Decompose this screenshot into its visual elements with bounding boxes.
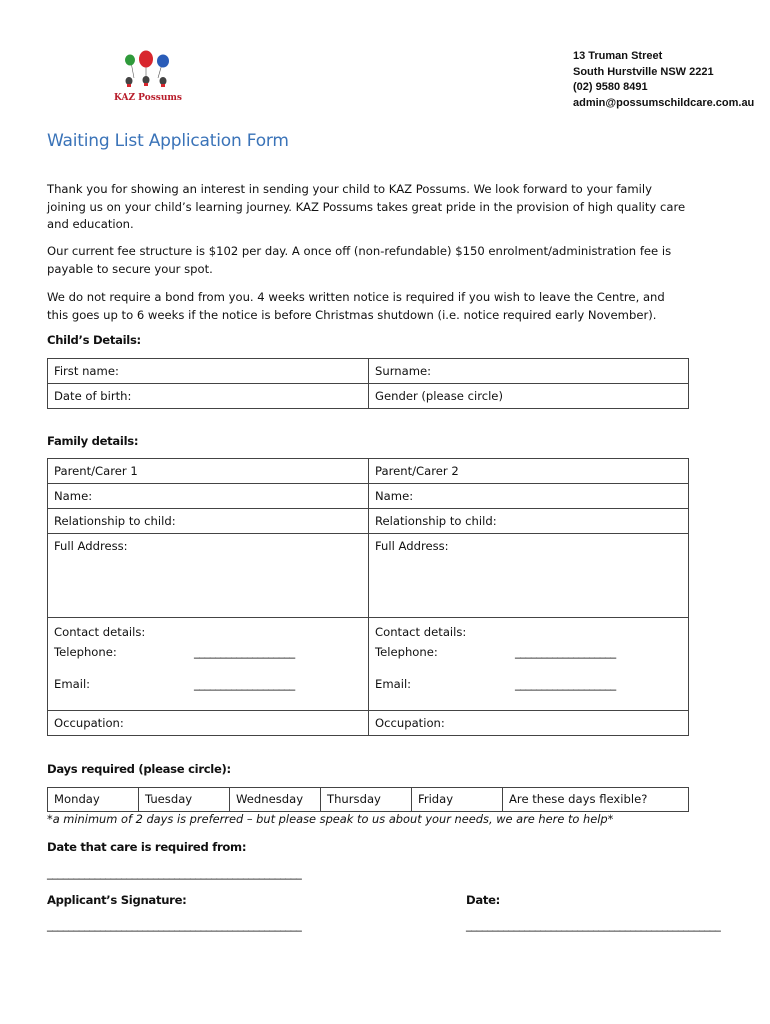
centre-address: [573, 49, 754, 111]
contact-label: Contact details:: [54, 625, 146, 639]
contact-label: Contact details:: [375, 625, 467, 639]
notice-paragraph: We do not require a bond from you. 4 weeks written notice is required if you wish to leave the Centre, and this goes up to 6 weeks if the notice is before Christmas shutdown (i.e. notice required early November).: [47, 290, 665, 322]
first-name-field[interactable]: First name:: [48, 359, 369, 384]
child-details-table: [47, 358, 689, 409]
day-friday[interactable]: Friday: [412, 788, 503, 812]
fee-paragraph: Our current fee structure is $102 per day. A once off (non-refundable) $150 enrolment/administration fee is payable to secure your spot.: [47, 244, 672, 276]
days-table: [47, 787, 689, 812]
child-details-heading: Child’s Details:: [47, 333, 141, 347]
family-details-heading: Family details:: [47, 434, 139, 448]
email-label: Email:: [375, 677, 412, 691]
day-tuesday[interactable]: Tuesday: [139, 788, 230, 812]
intro-paragraph: Thank you for showing an interest in sending your child to KAZ Possums. We look forward to your family joining us on your child’s learning journey. KAZ Possums takes great pride in the provision of high quality care and education.: [47, 182, 686, 231]
form-title: Waiting List Application Form: [47, 131, 289, 151]
address-suburb: South Hurstville NSW 2221: [573, 65, 714, 78]
carer2-address-field[interactable]: Full Address:: [369, 534, 689, 618]
kaz-possums-logo: [114, 50, 182, 106]
days-note: *a minimum of 2 days is preferred – but please speak to us about your needs, we are here to help*: [47, 812, 614, 826]
carer1-telephone-field[interactable]: ___________________: [194, 645, 295, 659]
carer1-relationship-field[interactable]: Relationship to child:: [48, 509, 369, 534]
family-details-table: [47, 458, 689, 736]
carer1-email-field[interactable]: ___________________: [194, 677, 295, 691]
carer1-contact-cell: [48, 618, 369, 711]
day-wednesday[interactable]: Wednesday: [230, 788, 321, 812]
carer2-relationship-field[interactable]: Relationship to child:: [369, 509, 689, 534]
date-label: Date:: [466, 893, 500, 907]
surname-field[interactable]: Surname:: [369, 359, 689, 384]
carer2-name-field[interactable]: Name:: [369, 484, 689, 509]
carer1-header: Parent/Carer 1: [48, 459, 369, 484]
date-line[interactable]: ________________________________________________: [466, 918, 721, 932]
days-flexible-field[interactable]: Are these days flexible?: [503, 788, 689, 812]
telephone-label: Telephone:: [54, 645, 117, 659]
carer2-telephone-field[interactable]: ___________________: [515, 645, 616, 659]
day-monday[interactable]: Monday: [48, 788, 139, 812]
signature-line[interactable]: ________________________________________________: [47, 918, 302, 932]
day-thursday[interactable]: Thursday: [321, 788, 412, 812]
carer2-occupation-field[interactable]: Occupation:: [369, 711, 689, 736]
date-required-line[interactable]: ________________________________________________: [47, 866, 302, 880]
address-email: admin@possumschildcare.com.au: [573, 96, 755, 109]
date-required-label: Date that care is required from:: [47, 840, 247, 854]
address-street: 13 Truman Street: [573, 50, 663, 62]
svg-text:KAZ Possums: KAZ Possums: [114, 93, 182, 103]
carer2-header: Parent/Carer 2: [369, 459, 689, 484]
days-required-heading: Days required (please circle):: [47, 762, 231, 776]
carer1-occupation-field[interactable]: Occupation:: [48, 711, 369, 736]
telephone-label: Telephone:: [375, 645, 438, 659]
carer1-name-field[interactable]: Name:: [48, 484, 369, 509]
signature-label: Applicant’s Signature:: [47, 893, 187, 907]
carer1-address-field[interactable]: Full Address:: [48, 534, 369, 618]
gender-field[interactable]: Gender (please circle): [369, 384, 689, 409]
carer2-email-field[interactable]: ___________________: [515, 677, 616, 691]
email-label: Email:: [54, 677, 91, 691]
carer2-contact-cell: [369, 618, 689, 711]
address-phone: (02) 9580 8491: [573, 81, 648, 93]
dob-field[interactable]: Date of birth:: [48, 384, 369, 409]
